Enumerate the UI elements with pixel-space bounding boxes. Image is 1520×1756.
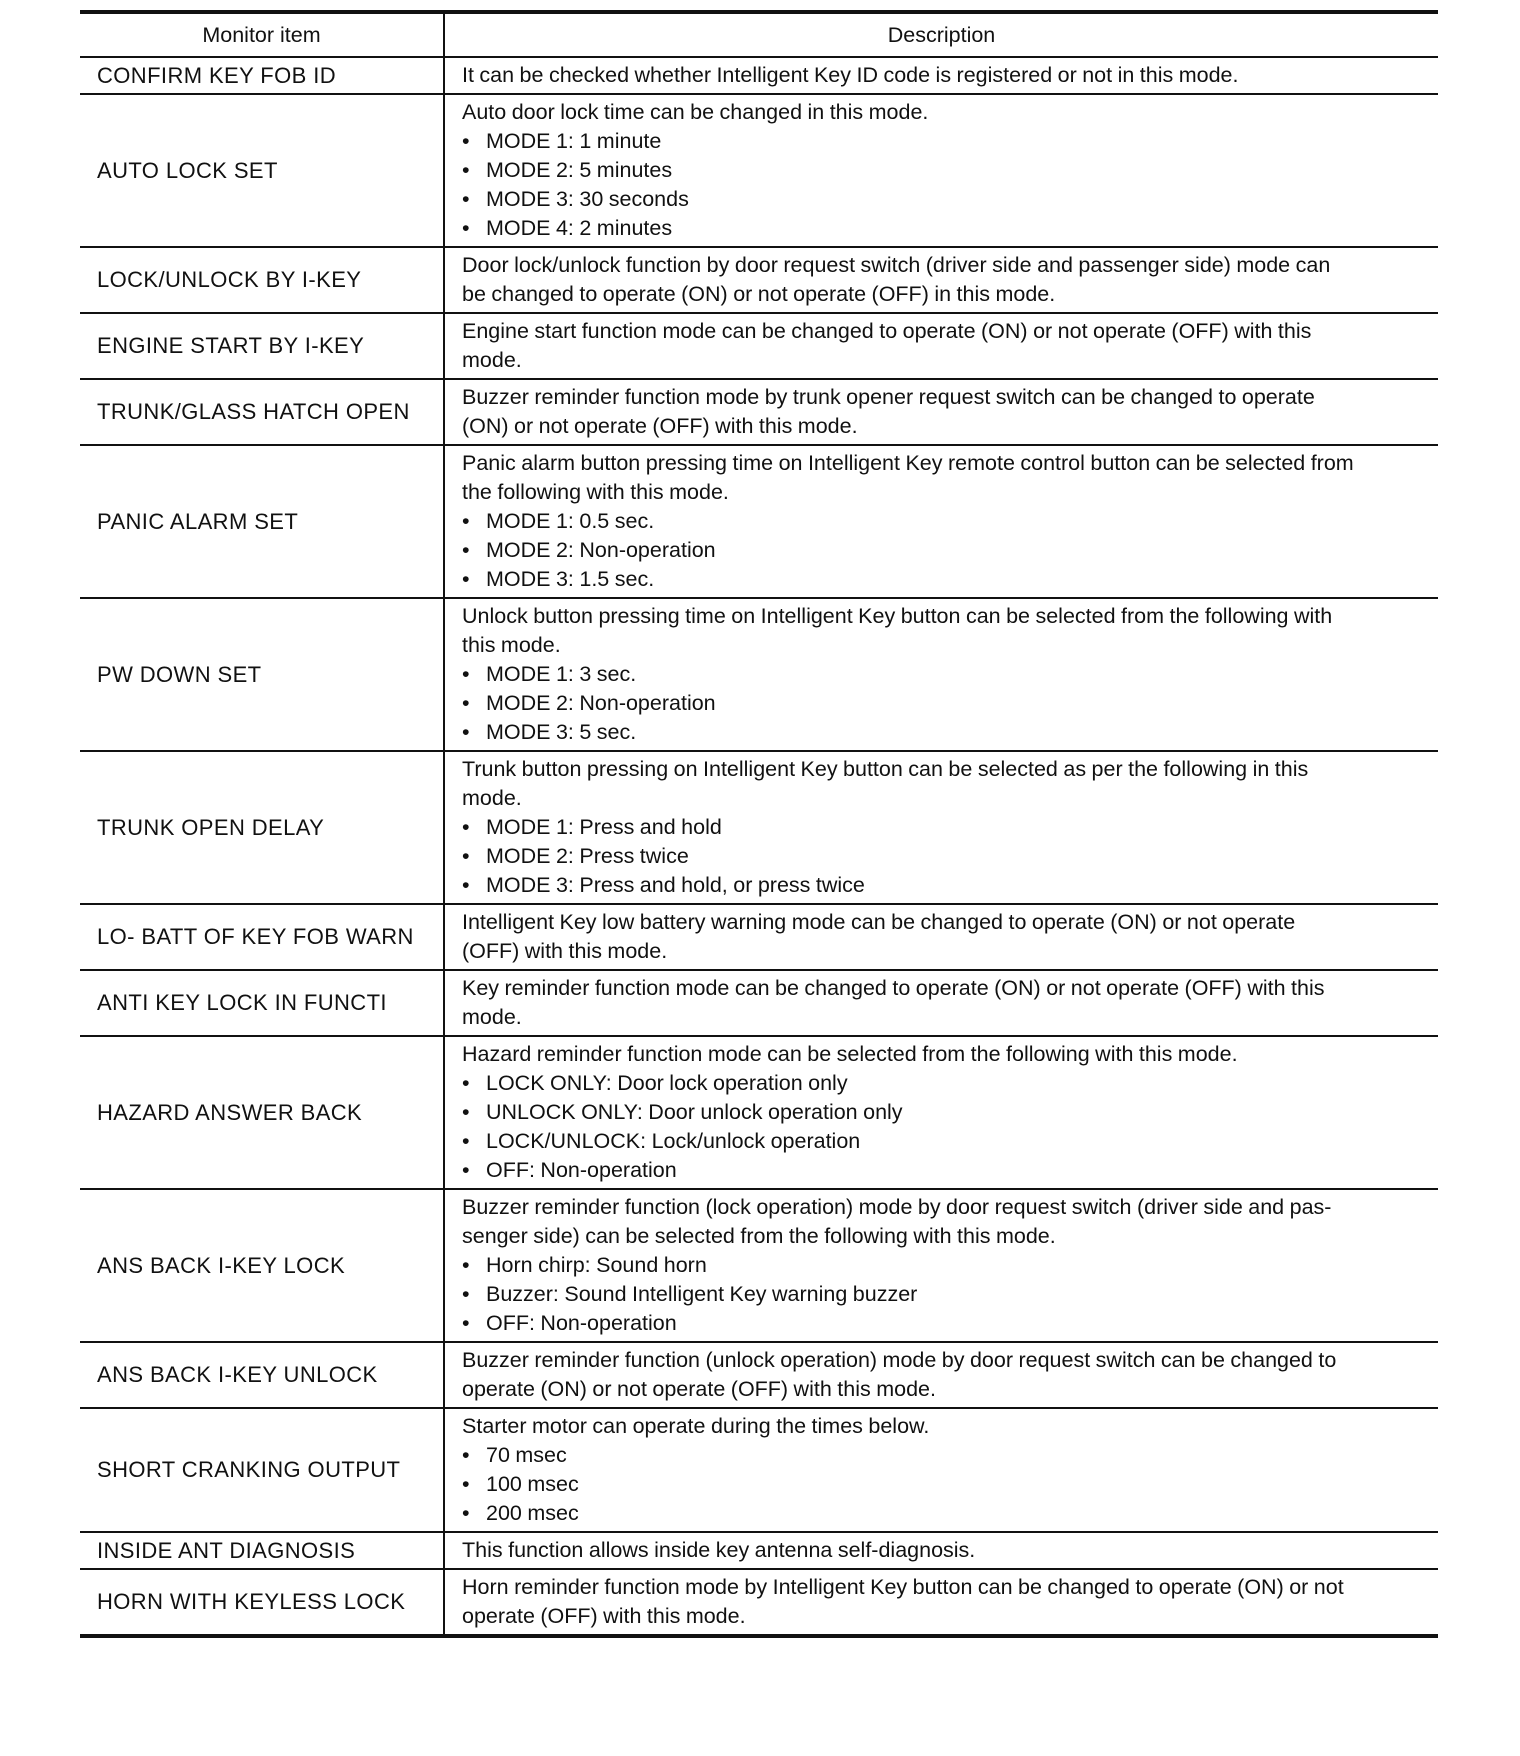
bullet-item [462,689,1426,718]
monitor-item-cell: SHORT CRANKING OUTPUT [80,1408,444,1532]
table-header [80,12,1438,57]
description-cell [444,1342,1438,1408]
header-row [80,12,1438,57]
bullet-text: OFF: Non-operation [486,1158,677,1182]
bullet-item [462,1499,1426,1528]
bullet-item [462,507,1426,536]
table-row [80,1569,1438,1636]
bullet-dot-icon: • [462,662,470,686]
bullet-dot-icon: • [462,1158,470,1182]
bullet-item [462,1280,1426,1309]
bullet-dot-icon: • [462,129,470,153]
bullet-dot-icon: • [462,691,470,715]
bullet-item [462,660,1426,689]
bullet-text: MODE 1: 3 sec. [486,662,637,686]
bullet-text: MODE 2: Non-operation [486,538,716,562]
bullet-item [462,871,1426,900]
description-line: (ON) or not operate (OFF) with this mode. [462,414,858,438]
description-cell [444,970,1438,1036]
description-line: mode. [462,1005,522,1029]
description-line: operate (OFF) with this mode. [462,1604,746,1628]
table-row [80,751,1438,904]
description-line: Door lock/unlock function by door request switch (driver side and passenger side) mode can [462,253,1331,277]
bullet-text: Horn chirp: Sound horn [486,1253,707,1277]
header-monitor-item: Monitor item [80,12,444,57]
bullet-item [462,1127,1426,1156]
description-line: Intelligent Key low battery warning mode can be changed to operate (ON) or not operate [462,910,1296,934]
table-row [80,313,1438,379]
bullet-item [462,1309,1426,1338]
bullet-dot-icon: • [462,1443,470,1467]
monitor-item-cell: PANIC ALARM SET [80,445,444,598]
bullet-item [462,1441,1426,1470]
description-cell [444,598,1438,751]
bullet-dot-icon: • [462,815,470,839]
table-row [80,598,1438,751]
description-cell [444,1532,1438,1569]
monitor-item-cell: HORN WITH KEYLESS LOCK [80,1569,444,1636]
description-cell [444,94,1438,247]
description-line: Buzzer reminder function (unlock operation) mode by door request switch can be changed to [462,1348,1337,1372]
bullet-dot-icon: • [462,1071,470,1095]
table-row [80,1189,1438,1342]
bullet-text: MODE 2: 5 minutes [486,158,673,182]
description-line: be changed to operate (ON) or not operate (OFF) in this mode. [462,282,1056,306]
description-line: Key reminder function mode can be changed to operate (ON) or not operate (OFF) with this [462,976,1325,1000]
bullet-item [462,1251,1426,1280]
bullet-dot-icon: • [462,1100,470,1124]
description-cell [444,313,1438,379]
description-line: It can be checked whether Intelligent Key ID code is registered or not in this mode. [462,63,1239,87]
bullet-text: 70 msec [486,1443,567,1467]
description-line: Trunk button pressing on Intelligent Key button can be selected as per the following in this [462,757,1309,781]
monitor-item-cell: ANTI KEY LOCK IN FUNCTI [80,970,444,1036]
description-cell [444,1408,1438,1532]
bullet-dot-icon: • [462,1472,470,1496]
bullet-item [462,127,1426,156]
bullet-dot-icon: • [462,1501,470,1525]
bullet-text: Buzzer: Sound Intelligent Key warning buzzer [486,1282,918,1306]
description-cell [444,1569,1438,1636]
table-row [80,57,1438,94]
table-row [80,1342,1438,1408]
bullet-item [462,214,1426,243]
bullet-item [462,565,1426,594]
table-row [80,1408,1438,1532]
description-line: Unlock button pressing time on Intelligent Key button can be selected from the following with [462,604,1333,628]
bullet-text: LOCK/UNLOCK: Lock/unlock operation [486,1129,861,1153]
description-cell [444,57,1438,94]
description-line: Buzzer reminder function (lock operation) mode by door request switch (driver side and pas- [462,1195,1332,1219]
monitor-item-cell: PW DOWN SET [80,598,444,751]
description-line: (OFF) with this mode. [462,939,668,963]
description-line: mode. [462,786,522,810]
bullet-text: LOCK ONLY: Door lock operation only [486,1071,848,1095]
description-line: Starter motor can operate during the times below. [462,1414,930,1438]
description-line: this mode. [462,633,561,657]
monitor-item-table [80,10,1438,1638]
bullet-dot-icon: • [462,1253,470,1277]
bullet-dot-icon: • [462,216,470,240]
bullet-dot-icon: • [462,1129,470,1153]
table-row [80,904,1438,970]
description-line: operate (ON) or not operate (OFF) with this mode. [462,1377,936,1401]
monitor-item-cell: TRUNK/GLASS HATCH OPEN [80,379,444,445]
description-line: senger side) can be selected from the following with this mode. [462,1224,1056,1248]
monitor-item-cell: HAZARD ANSWER BACK [80,1036,444,1189]
monitor-item-cell: ANS BACK I-KEY UNLOCK [80,1342,444,1408]
bullet-dot-icon: • [462,1282,470,1306]
description-line: Panic alarm button pressing time on Intelligent Key remote control button can be selected from [462,451,1354,475]
table-row [80,379,1438,445]
bullet-dot-icon: • [462,844,470,868]
bullet-item [462,813,1426,842]
bullet-dot-icon: • [462,873,470,897]
monitor-item-cell: AUTO LOCK SET [80,94,444,247]
bullet-dot-icon: • [462,187,470,211]
bullet-text: OFF: Non-operation [486,1311,677,1335]
bullet-item [462,718,1426,747]
bullet-item [462,1098,1426,1127]
bullet-item [462,185,1426,214]
description-line: Auto door lock time can be changed in this mode. [462,100,929,124]
bullet-dot-icon: • [462,1311,470,1335]
bullet-text: MODE 1: Press and hold [486,815,722,839]
description-line: Engine start function mode can be changed to operate (ON) or not operate (OFF) with this [462,319,1312,343]
bullet-text: MODE 2: Press twice [486,844,689,868]
bullet-dot-icon: • [462,567,470,591]
description-cell [444,904,1438,970]
bullet-text: MODE 1: 0.5 sec. [486,509,655,533]
bullet-item [462,842,1426,871]
table-row [80,1036,1438,1189]
description-line: This function allows inside key antenna self-diagnosis. [462,1538,976,1562]
description-cell [444,247,1438,313]
bullet-text: MODE 3: Press and hold, or press twice [486,873,865,897]
bullet-item [462,1470,1426,1499]
description-cell [444,1036,1438,1189]
monitor-item-cell: ANS BACK I-KEY LOCK [80,1189,444,1342]
bullet-text: UNLOCK ONLY: Door unlock operation only [486,1100,903,1124]
bullet-text: MODE 3: 5 sec. [486,720,637,744]
bullet-item [462,1156,1426,1185]
table-row [80,1532,1438,1569]
bullet-dot-icon: • [462,158,470,182]
bullet-item [462,536,1426,565]
header-description: Description [444,12,1438,57]
description-line: Horn reminder function mode by Intelligent Key button can be changed to operate (ON) or not [462,1575,1344,1599]
table-row [80,94,1438,247]
monitor-item-cell: LO- BATT OF KEY FOB WARN [80,904,444,970]
bullet-dot-icon: • [462,538,470,562]
bullet-dot-icon: • [462,509,470,533]
monitor-item-cell: TRUNK OPEN DELAY [80,751,444,904]
description-cell [444,445,1438,598]
description-line: mode. [462,348,522,372]
monitor-item-cell: INSIDE ANT DIAGNOSIS [80,1532,444,1569]
description-cell [444,379,1438,445]
bullet-text: MODE 3: 1.5 sec. [486,567,655,591]
bullet-dot-icon: • [462,720,470,744]
bullet-item [462,1069,1426,1098]
monitor-item-cell: CONFIRM KEY FOB ID [80,57,444,94]
bullet-text: MODE 2: Non-operation [486,691,716,715]
bullet-text: 100 msec [486,1472,579,1496]
table-row [80,247,1438,313]
description-line: Buzzer reminder function mode by trunk opener request switch can be changed to operate [462,385,1315,409]
table-body [80,57,1438,1636]
bullet-text: 200 msec [486,1501,579,1525]
description-cell [444,751,1438,904]
monitor-item-cell: ENGINE START BY I-KEY [80,313,444,379]
description-line: the following with this mode. [462,480,729,504]
bullet-text: MODE 4: 2 minutes [486,216,673,240]
table-row [80,970,1438,1036]
monitor-item-cell: LOCK/UNLOCK BY I-KEY [80,247,444,313]
bullet-text: MODE 3: 30 seconds [486,187,689,211]
bullet-text: MODE 1: 1 minute [486,129,662,153]
description-line: Hazard reminder function mode can be selected from the following with this mode. [462,1042,1238,1066]
description-cell [444,1189,1438,1342]
bullet-item [462,156,1426,185]
table-row [80,445,1438,598]
